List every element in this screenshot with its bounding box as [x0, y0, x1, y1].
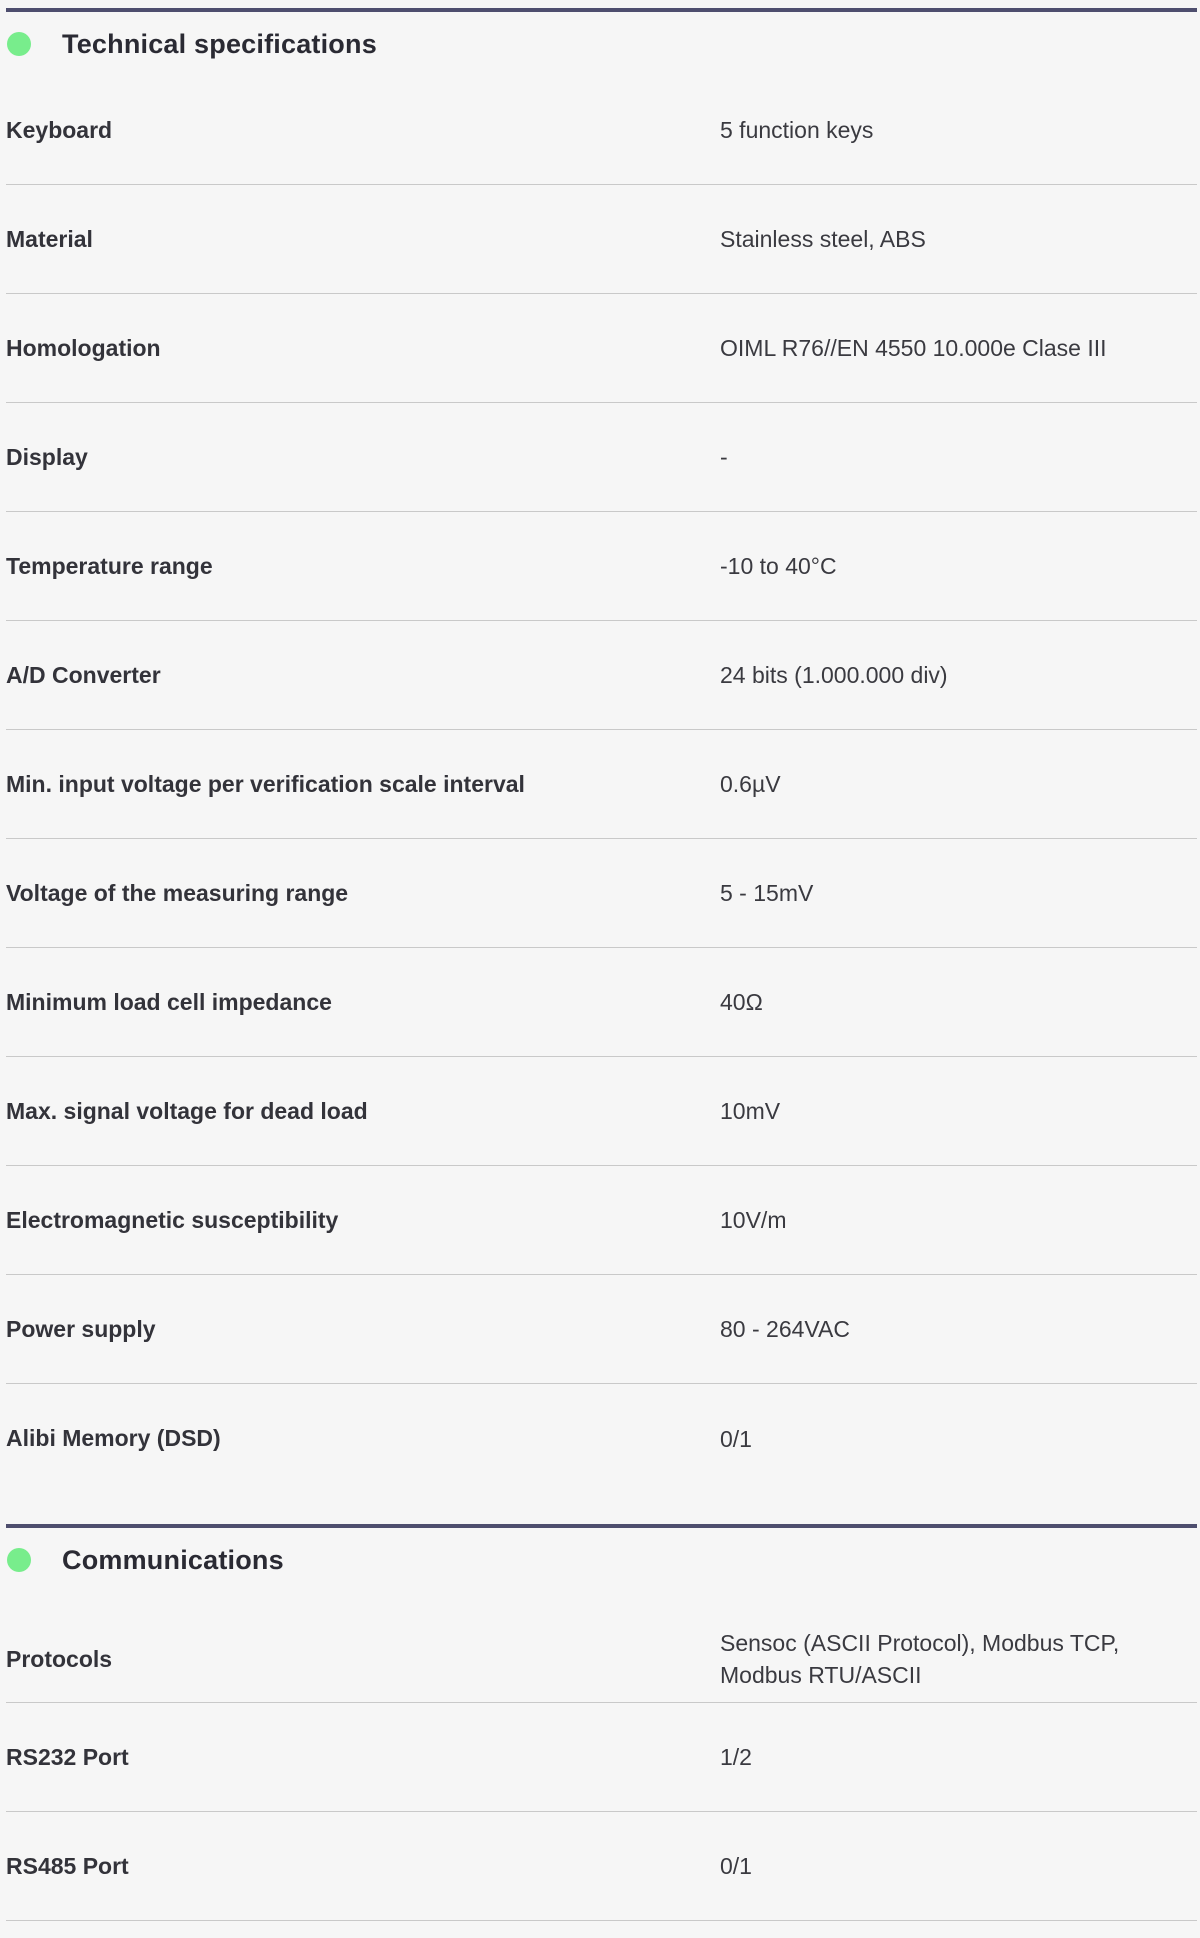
spec-value: 40Ω	[720, 989, 763, 1015]
spec-row-keyboard	[6, 76, 1197, 185]
spec-label: Material	[6, 225, 93, 252]
spec-value: Stainless steel, ABS	[720, 226, 926, 252]
spec-value: -	[720, 444, 728, 470]
spec-row-min-input-voltage	[6, 730, 1197, 839]
spec-label: Electromagnetic susceptibility	[6, 1206, 339, 1233]
communications-section	[6, 1524, 1197, 1921]
spec-label: Min. input voltage per verification scale interval	[6, 770, 525, 797]
section-header	[6, 1524, 1197, 1592]
section-title: Communications	[62, 1544, 284, 1575]
section-title: Technical specifications	[62, 28, 377, 59]
spec-label: RS232 Port	[6, 1743, 129, 1770]
spec-label: Keyboard	[6, 116, 113, 143]
green-dot-icon	[7, 32, 31, 56]
spec-label: Protocols	[6, 1645, 113, 1672]
spec-value: 0/1	[720, 1853, 752, 1879]
spec-label: Voltage of the measuring range	[6, 879, 349, 906]
spec-value: 10mV	[720, 1098, 781, 1124]
spec-row-rs232-port	[6, 1703, 1197, 1812]
spec-row-display	[6, 403, 1197, 512]
spec-row-measuring-range-voltage	[6, 839, 1197, 948]
section-header	[6, 8, 1197, 76]
spec-value: 24 bits (1.000.000 div)	[720, 662, 948, 688]
spec-row-load-cell-impedance	[6, 948, 1197, 1057]
spec-value: 80 - 264VAC	[720, 1316, 850, 1342]
spec-row-ad-converter	[6, 621, 1197, 730]
spec-value: 0/1	[720, 1425, 752, 1452]
spec-value: -10 to 40°C	[720, 553, 837, 579]
spec-value: 0.6µV	[720, 771, 781, 797]
spec-value: 1/2	[720, 1744, 752, 1770]
spec-value: OIML R76//EN 4550 10.000e Clase III	[720, 335, 1107, 361]
spec-value: 10V/m	[720, 1207, 787, 1233]
spec-label: Homologation	[6, 334, 161, 361]
spec-label: Minimum load cell impedance	[6, 988, 332, 1015]
spec-row-power-supply	[6, 1275, 1197, 1384]
spec-label: Power supply	[6, 1315, 156, 1342]
spec-label: Max. signal voltage for dead load	[6, 1097, 368, 1124]
spec-row-temperature-range	[6, 512, 1197, 621]
spec-table	[6, 76, 1197, 1493]
spec-label: Temperature range	[6, 552, 213, 579]
spec-row-material	[6, 185, 1197, 294]
spec-row-rs485-port	[6, 1812, 1197, 1921]
spec-value: 5 - 15mV	[720, 880, 814, 906]
spec-row-protocols	[6, 1616, 1197, 1703]
spec-row-alibi-memory	[6, 1384, 1197, 1493]
spec-label: RS485 Port	[6, 1852, 129, 1879]
communications-table	[6, 1616, 1197, 1921]
spec-row-homologation	[6, 294, 1197, 403]
green-dot-icon	[7, 1548, 31, 1572]
spec-row-dead-load-voltage	[6, 1057, 1197, 1166]
spec-value: 5 function keys	[720, 117, 874, 143]
spec-value: Sensoc (ASCII Protocol), Modbus TCP, Modbus RTU/ASCII	[720, 1630, 1120, 1688]
spec-label: Alibi Memory (DSD)	[6, 1425, 221, 1451]
technical-specifications-section	[6, 8, 1197, 1493]
spec-label: Display	[6, 443, 88, 470]
spec-label: A/D Converter	[6, 661, 161, 688]
spec-row-electromagnetic-susceptibility	[6, 1166, 1197, 1275]
